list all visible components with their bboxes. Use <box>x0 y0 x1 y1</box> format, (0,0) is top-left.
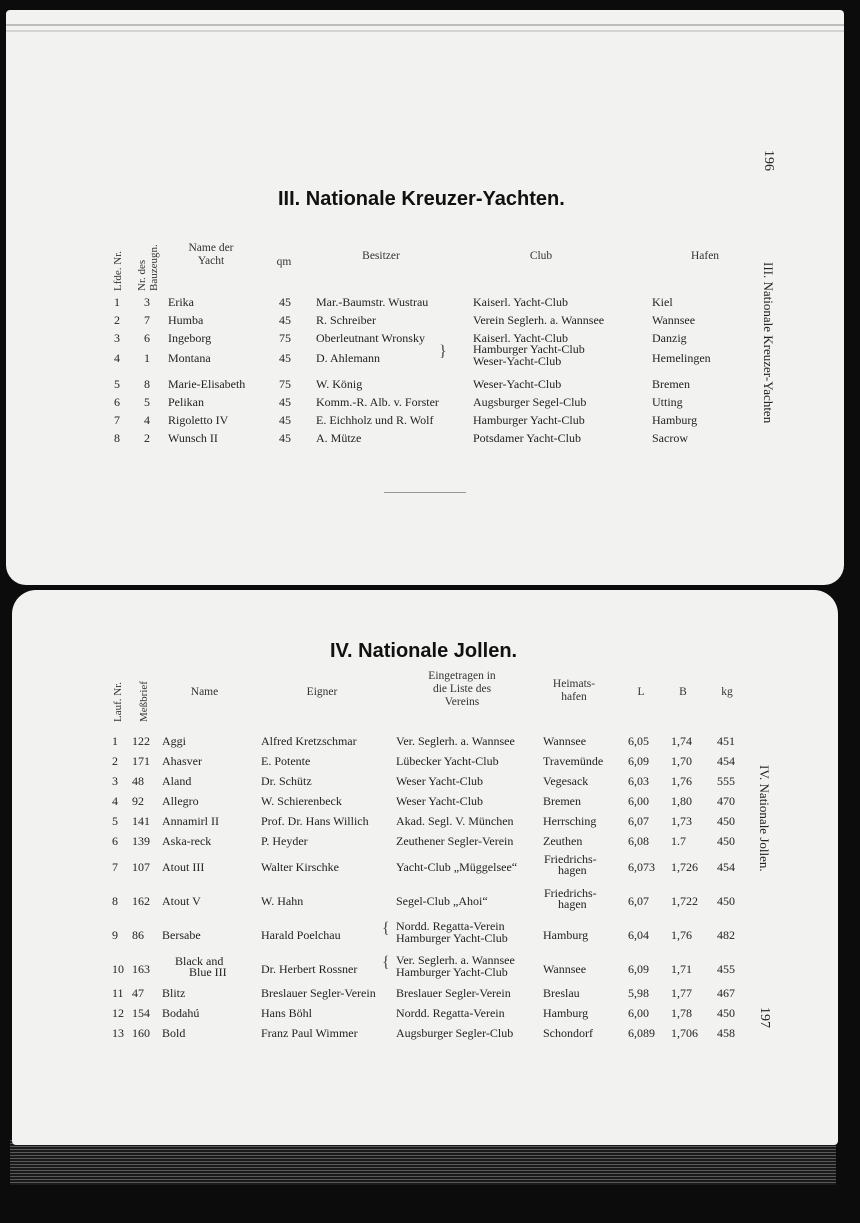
cell-kg: 458 <box>717 1026 735 1040</box>
cell-hafen: Herrsching <box>543 814 597 828</box>
section-divider <box>384 492 466 493</box>
cell-lauf-nr: 4 <box>112 794 118 808</box>
cell-lfd-nr: 5 <box>114 377 120 391</box>
section-title: IV. Nationale Jollen. <box>330 640 518 662</box>
cell-name: Wunsch II <box>168 431 218 445</box>
cell-hafen: Schondorf <box>543 1026 593 1040</box>
cell-name: Bodahú <box>162 1006 200 1020</box>
cell-lfd-nr: 7 <box>114 413 120 427</box>
cell-b: 1,80 <box>671 794 692 808</box>
cell-kg: 470 <box>717 794 735 808</box>
cell-verein-2: Hamburger Yacht-Club <box>396 965 508 979</box>
cell-messbrief: 48 <box>132 774 144 788</box>
cell-besitzer: D. Ahlemann <box>316 351 380 365</box>
cell-name: Bold <box>162 1026 186 1040</box>
cell-bau-nr: 5 <box>144 395 150 409</box>
cell-club: Hamburger Yacht-Club <box>473 413 585 427</box>
cell-name: Black and <box>175 954 224 968</box>
cell-verein: Ver. Seglerh. a. Wannsee <box>396 953 515 967</box>
cell-verein: Akad. Segl. V. München <box>396 814 514 828</box>
cell-l: 6,073 <box>628 860 655 874</box>
cell-bau-nr: 7 <box>144 313 150 327</box>
cell-b: 1,77 <box>671 986 692 1000</box>
header-besitzer: Besitzer <box>362 250 400 262</box>
header-lfd-nr: Lfde. Nr. <box>112 250 124 291</box>
cell-name: Humba <box>168 313 204 327</box>
cell-verein: Lübecker Yacht-Club <box>396 754 499 768</box>
header-qm: qm <box>276 256 292 268</box>
page-edge-line <box>6 30 844 32</box>
cell-club: Potsdamer Yacht-Club <box>473 431 581 445</box>
cell-kg: 454 <box>717 860 735 874</box>
cell-besitzer: Oberleutnant Wronsky <box>316 331 425 345</box>
cell-verein: Augsburger Segler-Club <box>396 1026 514 1040</box>
header-hafen: Hafen <box>690 250 720 262</box>
cell-besitzer: W. König <box>316 377 363 391</box>
cell-hafen: Friedrichs- <box>544 886 597 900</box>
cell-name: Aska-reck <box>162 834 212 848</box>
cell-qm: 75 <box>279 331 291 345</box>
cell-verein: Ver. Seglerh. a. Wannsee <box>396 734 515 748</box>
cell-lauf-nr: 12 <box>112 1006 124 1020</box>
section-title: III. Nationale Kreuzer-Yachten. <box>278 188 565 210</box>
cell-name: Ingeborg <box>168 331 212 345</box>
page-number: 197 <box>757 1007 772 1028</box>
cell-hafen: Wannsee <box>543 734 587 748</box>
cell-lauf-nr: 5 <box>112 814 118 828</box>
cell-lfd-nr: 4 <box>114 351 120 365</box>
cell-name: Atout V <box>162 894 201 908</box>
cell-kg: 454 <box>717 754 735 768</box>
cell-l: 6,089 <box>628 1026 655 1040</box>
cell-kg: 467 <box>717 986 735 1000</box>
cell-name: Ahasver <box>162 754 202 768</box>
cell-messbrief: 86 <box>132 928 144 942</box>
cell-verein: Zeuthener Segler-Verein <box>396 834 514 848</box>
cell-bau-nr: 8 <box>144 377 150 391</box>
cell-name: Montana <box>168 351 211 365</box>
cell-verein: Segel-Club „Ahoi“ <box>396 894 488 908</box>
cell-b: 1.7 <box>671 834 686 848</box>
cell-hafen: Bremen <box>652 377 690 391</box>
cell-hafen: Wannsee <box>652 313 696 327</box>
cell-lauf-nr: 11 <box>112 986 124 1000</box>
cell-club-2: Weser-Yacht-Club <box>473 354 562 368</box>
cell-eigner: Dr. Schütz <box>261 774 312 788</box>
cell-eigner: W. Hahn <box>261 894 304 908</box>
header-eigner: Eigner <box>306 686 338 698</box>
cell-name: Rigoletto IV <box>168 413 229 427</box>
cell-lauf-nr: 2 <box>112 754 118 768</box>
page-stack-bottom <box>10 1140 836 1185</box>
cell-messbrief: 160 <box>132 1026 150 1040</box>
cell-qm: 75 <box>279 377 291 391</box>
cell-l: 6,00 <box>628 794 649 808</box>
cell-l: 6,07 <box>628 814 649 828</box>
cell-bau-nr: 1 <box>144 351 150 365</box>
cell-b: 1,76 <box>671 774 692 788</box>
cell-lfd-nr: 3 <box>114 331 120 345</box>
cell-bau-nr: 6 <box>144 331 150 345</box>
cell-name: Marie-Elisabeth <box>168 377 246 391</box>
cell-eigner: Breslauer Segler-Verein <box>261 986 376 1000</box>
running-head: IV. Nationale Jollen. <box>757 765 772 872</box>
cell-name: Annamirl II <box>162 814 219 828</box>
cell-verein: Yacht-Club „Müggelsee“ <box>396 860 518 874</box>
cell-hafen: Bremen <box>543 794 581 808</box>
cell-l: 6,00 <box>628 1006 649 1020</box>
running-head: III. Nationale Kreuzer-Yachten <box>761 262 776 424</box>
cell-eigner: Alfred Kretzschmar <box>261 734 357 748</box>
cell-l: 6,08 <box>628 834 649 848</box>
cell-name: Blitz <box>162 986 186 1000</box>
cell-verein-2: Hamburger Yacht-Club <box>396 931 508 945</box>
cell-bau-nr: 3 <box>144 295 150 309</box>
cell-club: Verein Seglerh. a. Wannsee <box>473 313 605 327</box>
cell-qm: 45 <box>279 395 291 409</box>
cell-hafen-2: hagen <box>558 863 587 877</box>
cell-name: Pelikan <box>168 395 204 409</box>
cell-lauf-nr: 8 <box>112 894 118 908</box>
cell-qm: 45 <box>279 351 291 365</box>
cell-verein: Weser Yacht-Club <box>396 774 484 788</box>
cell-hafen: Hamburg <box>652 413 698 427</box>
cell-messbrief: 154 <box>132 1006 150 1020</box>
cell-club: Kaiserl. Yacht-Club <box>473 295 568 309</box>
cell-b: 1,70 <box>671 754 692 768</box>
cell-b: 1,706 <box>671 1026 698 1040</box>
header-liste: Eingetragen in die Liste des Vereins <box>428 670 496 708</box>
cell-l: 6,07 <box>628 894 649 908</box>
cell-eigner: E. Potente <box>261 754 311 768</box>
header-lauf-nr: Lauf. Nr. <box>112 681 124 722</box>
cell-hafen: Travemünde <box>543 754 604 768</box>
cell-lauf-nr: 10 <box>112 962 124 976</box>
cell-hafen: Hemelingen <box>652 351 711 365</box>
cell-messbrief: 47 <box>132 986 144 1000</box>
cell-b: 1,722 <box>671 894 698 908</box>
header-messbrief: Meßbrief <box>138 681 150 722</box>
cell-kg: 450 <box>717 1006 735 1020</box>
cell-lfd-nr: 8 <box>114 431 120 445</box>
cell-eigner: W. Schierenbeck <box>261 794 342 808</box>
cell-hafen: Hamburg <box>543 1006 589 1020</box>
brace: { <box>382 920 390 937</box>
cell-qm: 45 <box>279 313 291 327</box>
cell-name-2: Blue III <box>189 965 227 979</box>
header-kg: kg <box>721 686 733 698</box>
cell-name: Atout III <box>162 860 205 874</box>
cell-hafen: Utting <box>652 395 683 409</box>
cell-eigner: Harald Poelchau <box>261 928 341 942</box>
header-bau-nr: Nr. des Bauzeugn. <box>136 244 160 291</box>
cell-club: Weser-Yacht-Club <box>473 377 562 391</box>
cell-besitzer: R. Schreiber <box>316 313 376 327</box>
cell-lauf-nr: 1 <box>112 734 118 748</box>
cell-besitzer: Mar.-Baumstr. Wustrau <box>316 295 429 309</box>
cell-hafen: Sacrow <box>652 431 688 445</box>
brace: { <box>382 954 390 971</box>
cell-l: 6,03 <box>628 774 649 788</box>
cell-l: 6,04 <box>628 928 649 942</box>
page-197 <box>12 590 838 1145</box>
cell-kg: 451 <box>717 734 735 748</box>
cell-lfd-nr: 2 <box>114 313 120 327</box>
cell-messbrief: 122 <box>132 734 150 748</box>
cell-b: 1,76 <box>671 928 692 942</box>
cell-verein: Breslauer Segler-Verein <box>396 986 511 1000</box>
header-name: Name der Yacht <box>188 242 234 267</box>
cell-eigner: Prof. Dr. Hans Willich <box>261 814 369 828</box>
cell-messbrief: 107 <box>132 860 150 874</box>
cell-name: Allegro <box>162 794 199 808</box>
cell-messbrief: 171 <box>132 754 150 768</box>
cell-name: Aland <box>162 774 192 788</box>
header-club: Club <box>529 250 553 262</box>
cell-l: 5,98 <box>628 986 649 1000</box>
cell-besitzer: Komm.-R. Alb. v. Forster <box>316 395 439 409</box>
header-heimatshafen: Heimats-hafen <box>552 678 596 703</box>
cell-l: 6,09 <box>628 754 649 768</box>
cell-kg: 455 <box>717 962 735 976</box>
cell-verein: Weser Yacht-Club <box>396 794 484 808</box>
cell-messbrief: 141 <box>132 814 150 828</box>
cell-club: Augsburger Segel-Club <box>473 395 587 409</box>
cell-eigner: Hans Böhl <box>261 1006 312 1020</box>
header-b: B <box>679 686 687 698</box>
cell-lauf-nr: 9 <box>112 928 118 942</box>
cell-kg: 555 <box>717 774 735 788</box>
cell-name: Bersabe <box>162 928 201 942</box>
cell-messbrief: 139 <box>132 834 150 848</box>
cell-eigner: Franz Paul Wimmer <box>261 1026 358 1040</box>
cell-messbrief: 92 <box>132 794 144 808</box>
cell-besitzer: E. Eichholz und R. Wolf <box>316 413 434 427</box>
cell-b: 1,726 <box>671 860 698 874</box>
cell-hafen: Vegesack <box>543 774 589 788</box>
cell-b: 1,74 <box>671 734 692 748</box>
cell-club: Hamburger Yacht-Club <box>473 342 585 356</box>
cell-eigner: Walter Kirschke <box>261 860 339 874</box>
cell-qm: 45 <box>279 295 291 309</box>
cell-name: Erika <box>168 295 194 309</box>
cell-hafen: Zeuthen <box>543 834 583 848</box>
header-l: L <box>637 686 645 698</box>
cell-besitzer: A. Mütze <box>316 431 362 445</box>
cell-hafen: Wannsee <box>543 962 587 976</box>
brace: } <box>439 343 447 360</box>
page-196 <box>6 10 844 585</box>
cell-name: Aggi <box>162 734 186 748</box>
cell-bau-nr: 4 <box>144 413 150 427</box>
page-edge-line <box>6 24 844 26</box>
cell-hafen: Breslau <box>543 986 580 1000</box>
header-name: Name <box>190 686 219 698</box>
cell-eigner: P. Heyder <box>261 834 308 848</box>
cell-verein: Nordd. Regatta-Verein <box>396 1006 505 1020</box>
cell-lauf-nr: 13 <box>112 1026 124 1040</box>
cell-kg: 450 <box>717 814 735 828</box>
cell-kg: 450 <box>717 894 735 908</box>
cell-lauf-nr: 7 <box>112 860 118 874</box>
cell-messbrief: 163 <box>132 962 150 976</box>
page-number: 196 <box>761 150 776 171</box>
cell-lauf-nr: 3 <box>112 774 118 788</box>
cell-b: 1,71 <box>671 962 692 976</box>
cell-messbrief: 162 <box>132 894 150 908</box>
cell-bau-nr: 2 <box>144 431 150 445</box>
cell-kg: 450 <box>717 834 735 848</box>
cell-hafen: Hamburg <box>543 928 589 942</box>
cell-l: 6,05 <box>628 734 649 748</box>
cell-kg: 482 <box>717 928 735 942</box>
cell-hafen: Friedrichs- <box>544 852 597 866</box>
cell-qm: 45 <box>279 431 291 445</box>
cell-b: 1,73 <box>671 814 692 828</box>
cell-hafen: Danzig <box>652 331 687 345</box>
cell-hafen-2: hagen <box>558 897 587 911</box>
cell-club: Kaiserl. Yacht-Club <box>473 331 568 345</box>
cell-lfd-nr: 6 <box>114 395 120 409</box>
cell-lauf-nr: 6 <box>112 834 118 848</box>
cell-l: 6,09 <box>628 962 649 976</box>
cell-b: 1,78 <box>671 1006 692 1020</box>
cell-eigner: Dr. Herbert Rossner <box>261 962 358 976</box>
cell-verein: Nordd. Regatta-Verein <box>396 919 505 933</box>
cell-lfd-nr: 1 <box>114 295 120 309</box>
cell-qm: 45 <box>279 413 291 427</box>
cell-hafen: Kiel <box>652 295 673 309</box>
